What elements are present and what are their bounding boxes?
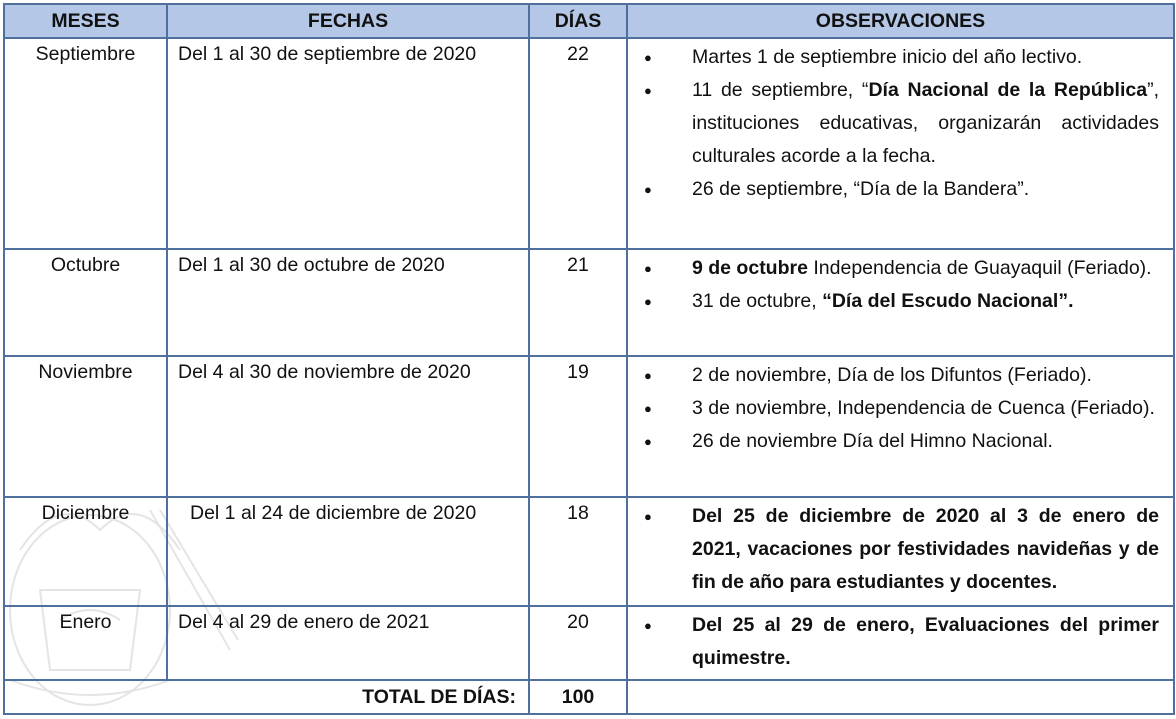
month-cell: Diciembre — [4, 497, 167, 606]
dates-cell: Del 4 al 30 de noviembre de 2020 — [167, 356, 529, 497]
table-row — [4, 38, 1174, 249]
observation-item — [640, 425, 1159, 458]
days-cell: 22 — [529, 38, 627, 249]
total-label: TOTAL DE DÍAS: — [4, 680, 529, 714]
observation-item — [640, 359, 1159, 392]
observation-text: Independencia de Guayaquil (Feriado). — [807, 257, 1152, 279]
observation-text: 26 de noviembre Día del Himno Nacional. — [692, 430, 1053, 452]
table-row — [4, 356, 1174, 497]
dates-cell: Del 1 al 30 de septiembre de 2020 — [167, 38, 529, 249]
header-row — [4, 4, 1174, 38]
header-days: DÍAS — [529, 4, 627, 38]
month-cell: Octubre — [4, 249, 167, 356]
days-cell: 20 — [529, 606, 627, 680]
observation-text: Día Nacional de la República — [868, 79, 1148, 101]
school-calendar-table — [3, 3, 1175, 715]
observation-text: ”, instituciones educativas, organizarán actividades culturales acorde a la fecha. — [692, 79, 1160, 167]
observations-cell — [627, 249, 1174, 356]
header-observations: OBSERVACIONES — [627, 4, 1174, 38]
observation-text: Del 25 al 29 de enero, Evaluaciones del primer quimestre. — [692, 614, 1159, 669]
total-observations-empty — [627, 680, 1174, 714]
header-months: MESES — [4, 4, 167, 38]
days-cell: 21 — [529, 249, 627, 356]
observations-cell — [627, 38, 1174, 249]
observation-item — [640, 173, 1159, 206]
observation-item — [640, 392, 1159, 425]
observations-cell — [627, 497, 1174, 606]
observation-item — [640, 252, 1159, 285]
observations-cell — [627, 356, 1174, 497]
observation-text: 11 de septiembre, “ — [692, 79, 869, 101]
observation-text: 26 de septiembre, “Día de la Bandera”. — [692, 178, 1030, 200]
observation-item — [640, 500, 1159, 599]
observation-text: Del 25 de diciembre de 2020 al 3 de enero de 2021, vacaciones por festividades navideñas y de fin de año para estudiantes y docentes. — [692, 505, 1159, 593]
month-cell: Enero — [4, 606, 167, 680]
table-row — [4, 249, 1174, 356]
observation-item — [640, 74, 1159, 173]
observation-text: 9 de octubre — [692, 257, 808, 279]
month-cell: Septiembre — [4, 38, 167, 249]
observation-item — [640, 41, 1159, 74]
days-cell: 18 — [529, 497, 627, 606]
month-cell: Noviembre — [4, 356, 167, 497]
days-cell: 19 — [529, 356, 627, 497]
dates-cell: Del 1 al 30 de octubre de 2020 — [167, 249, 529, 356]
observation-text: 2 de noviembre, Día de los Difuntos (Feriado). — [692, 364, 1092, 386]
observation-item — [640, 285, 1159, 318]
observation-item — [640, 609, 1159, 675]
observation-text: Martes 1 de septiembre inicio del año lectivo. — [692, 46, 1083, 68]
observations-cell — [627, 606, 1174, 680]
table-row — [4, 606, 1174, 680]
dates-cell: Del 1 al 24 de diciembre de 2020 — [167, 497, 529, 606]
table-row — [4, 497, 1174, 606]
header-dates: FECHAS — [167, 4, 529, 38]
observation-text: 3 de noviembre, Independencia de Cuenca (Feriado). — [692, 397, 1155, 419]
total-row — [4, 680, 1174, 714]
dates-cell: Del 4 al 29 de enero de 2021 — [167, 606, 529, 680]
observation-text: 31 de octubre, — [692, 290, 823, 312]
total-value: 100 — [529, 680, 627, 714]
observation-text: “Día del Escudo Nacional”. — [822, 290, 1074, 312]
